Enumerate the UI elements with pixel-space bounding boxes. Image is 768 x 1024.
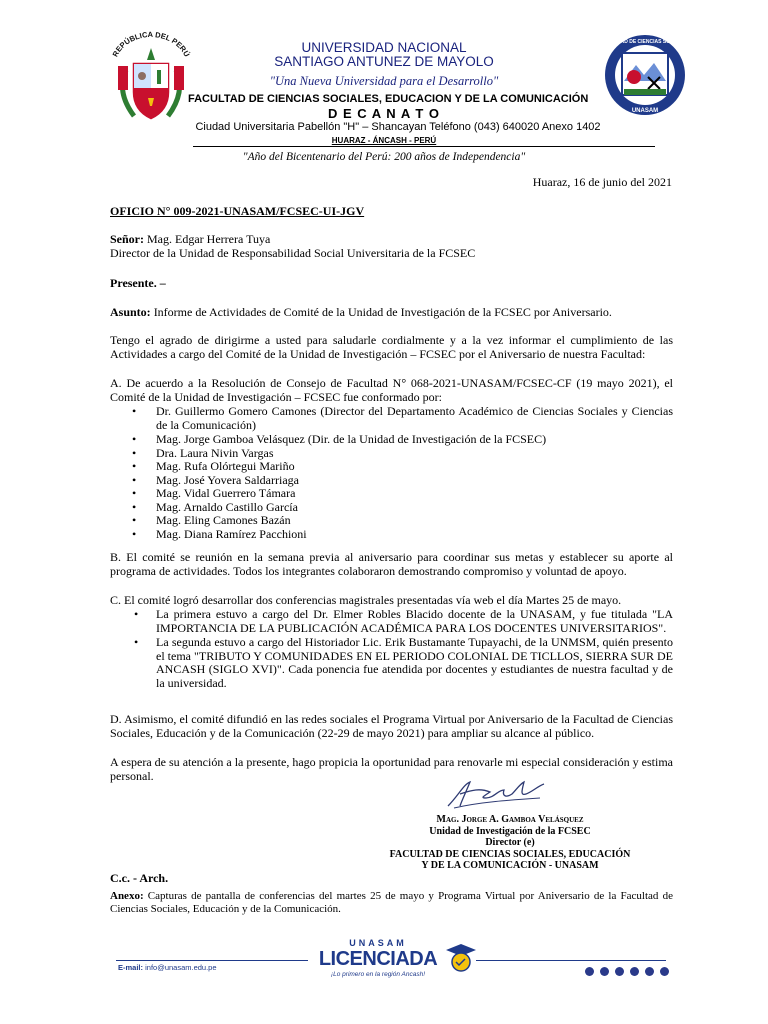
member-name: Mag. Diana Ramírez Pacchioni bbox=[156, 526, 307, 541]
shield-caption: REPÚBLICA DEL PERÚ bbox=[110, 30, 192, 59]
list-item bbox=[110, 608, 673, 635]
bullet: • bbox=[132, 513, 137, 527]
presente: Presente. – bbox=[110, 276, 166, 290]
member-name: Dr. Guillermo Gomero Camones (Director del Departamento Académico de Ciencias Sociales y Ciencias de la Comunicación) bbox=[156, 404, 673, 432]
footer-rule-right bbox=[476, 960, 666, 961]
brand-top: UNASAM bbox=[349, 938, 407, 948]
facebook-icon[interactable] bbox=[600, 967, 609, 976]
member-name: Mag. Arnaldo Castillo García bbox=[156, 499, 298, 514]
asunto-text: Informe de Actividades de Comité de la Unidad de Investigación de la FCSEC por Aniversario. bbox=[150, 305, 612, 319]
brand-main: LICENCIADA bbox=[318, 948, 438, 970]
bullet: • bbox=[132, 404, 137, 418]
footer-email bbox=[118, 963, 217, 972]
logo-caption-bottom: UNASAM bbox=[631, 108, 659, 114]
section-a: A. De acuerdo a la Resolución de Consejo de Facultad N° 068-2021-UNASAM/FCSEC-CF (19 mayo 2021), el Comité de la Unidad de Investigación – FCSEC fue conformado por: bbox=[110, 376, 673, 404]
bullet: • bbox=[134, 607, 139, 621]
bullet: • bbox=[132, 445, 137, 460]
bullet: • bbox=[132, 499, 137, 514]
signer-name: Mag. Jorge A. Gamboa Velásquez bbox=[436, 814, 584, 825]
recipient-line bbox=[110, 233, 670, 247]
twitter-icon[interactable] bbox=[615, 967, 624, 976]
signer-role: Director (e) bbox=[485, 837, 535, 848]
list-item bbox=[110, 460, 673, 474]
anexo-label: Anexo: bbox=[110, 890, 144, 902]
member-name: Mag. Rufa Olórtegui Mariño bbox=[156, 459, 295, 473]
footer-rule-left bbox=[116, 960, 308, 961]
instagram-icon[interactable] bbox=[645, 967, 654, 976]
google-icon[interactable] bbox=[660, 967, 669, 976]
brand-tagline: ¡Lo primero en la región Ancash! bbox=[330, 971, 426, 978]
university-name-line1: UNIVERSIDAD NACIONAL bbox=[301, 40, 467, 55]
unasam-licenciada-badge bbox=[312, 938, 482, 984]
signature-scribble bbox=[440, 776, 550, 812]
anexo-paragraph bbox=[110, 890, 673, 916]
oficio-number: OFICIO N° 009-2021-UNASAM/FCSEC-UI-JGV bbox=[110, 204, 365, 218]
peru-coat-of-arms bbox=[108, 30, 194, 128]
year-motto: "Año del Bicentenario del Perú: 200 años de Independencia" bbox=[242, 151, 526, 163]
committee-members-list bbox=[110, 405, 673, 541]
section-c: C. El comité logró desarrollar dos conferencias magistrales presentadas vía web el día Martes 25 de mayo. bbox=[110, 593, 622, 607]
letter-date: Huaraz, 16 de junio del 2021 bbox=[532, 175, 672, 189]
signer-faculty-2: Y DE LA COMUNICACIÓN - UNASAM bbox=[421, 860, 599, 871]
university-motto: "Una Nueva Universidad para el Desarrollo" bbox=[269, 74, 499, 88]
cc-line: C.c. - Arch. bbox=[110, 871, 169, 885]
header-rule bbox=[193, 146, 655, 147]
recipient-title: Director de la Unidad de Responsabilidad Social Universitaria de la FCSEC bbox=[110, 245, 476, 260]
conference-text: La segunda estuvo a cargo del Historiador Lic. Erik Bustamante Tupayachi, de la UNMSM, quién presento el tema "TRIBUTO Y COMUNIDADES EN EL PERIODO COLONIAL DE TICLLOS, SIERRA SUR DE ANCASH (SIGLO XVI)". Cada ponencia fue atendida por docentes y estudiantes de nuestra facultad y de la universidad. bbox=[156, 635, 673, 690]
logo-caption-top: FACULTAD DE CIENCIAS SOCIALES bbox=[604, 39, 686, 45]
anexo-text: Capturas de pantalla de conferencias del martes 25 de mayo y Programa Virtual por Aniversario de la Facultad de Ciencias Sociales, Educación y de la Comunicación. bbox=[110, 890, 673, 915]
graduation-cap-icon bbox=[444, 940, 478, 974]
list-item bbox=[110, 514, 673, 528]
member-name: Mag. Eling Camones Bazán bbox=[156, 513, 291, 527]
email-address[interactable]: info@unasam.edu.pe bbox=[145, 963, 217, 972]
list-item bbox=[110, 636, 673, 690]
list-item bbox=[110, 405, 673, 432]
bullet: • bbox=[132, 459, 137, 473]
member-name: Mag. Vidal Guerrero Támara bbox=[156, 486, 296, 500]
signature-block bbox=[380, 814, 640, 872]
web-icon[interactable] bbox=[585, 967, 594, 976]
list-item bbox=[110, 501, 673, 515]
social-icons bbox=[583, 962, 669, 972]
recipient-name: Mag. Edgar Herrera Tuya bbox=[144, 232, 271, 246]
closing-paragraph: A espera de su atención a la presente, hago propicia la oportunidad para renovarle mi especial consideración y estima personal. bbox=[110, 755, 673, 783]
faculty-logo bbox=[604, 33, 686, 117]
decanato-title: D E C A N A T O bbox=[327, 106, 441, 121]
bullet: • bbox=[132, 432, 137, 446]
signer-unit: Unidad de Investigación de la FCSEC bbox=[429, 825, 591, 837]
email-label: E-mail: bbox=[118, 963, 144, 972]
faculty-city: HUARAZ - ÁNCASH - PERÚ bbox=[331, 136, 437, 145]
asunto-label: Asunto: bbox=[110, 305, 151, 319]
member-name: Mag. José Yovera Saldarriaga bbox=[156, 472, 299, 487]
bullet: • bbox=[132, 526, 137, 541]
bullet: • bbox=[132, 472, 137, 487]
member-name: Dra. Laura Nivin Vargas bbox=[156, 445, 274, 460]
list-item bbox=[110, 433, 673, 447]
signer-faculty: FACULTAD DE CIENCIAS SOCIALES, EDUCACIÓN bbox=[389, 848, 631, 860]
intro-paragraph: Tengo el agrado de dirigirme a usted para saludarle cordialmente y a la vez informar el cumplimiento de las Actividades a cargo del Comité de la Unidad de Investigación – FCSEC por el Aniversario de nuestra Facultad: bbox=[110, 333, 673, 361]
section-d: D. Asimismo, el comité difundió en las redes sociales el Programa Virtual por Aniversario de la Facultad de Ciencias Sociales, Educación y de la Comunicación (22-29 de mayo 2021) para ampliar su alcance al público. bbox=[110, 712, 673, 740]
youtube-icon[interactable] bbox=[630, 967, 639, 976]
section-b: B. El comité se reunión en la semana previa al aniversario para coordinar sus metas y establecer su aporte al programa de actividades. Todos los integrantes colaboraron demostrando compromiso y voluntad de apoyo. bbox=[110, 550, 673, 578]
bullet: • bbox=[132, 486, 137, 500]
asunto-line bbox=[110, 306, 670, 320]
faculty-address: Ciudad Universitaria Pabellón "H" – Shancayan Teléfono (043) 640020 Anexo 1402 bbox=[195, 121, 601, 133]
university-name-line2: SANTIAGO ANTUNEZ DE MAYOLO bbox=[274, 54, 494, 69]
list-item bbox=[110, 447, 673, 461]
list-item bbox=[110, 487, 673, 501]
member-name: Mag. Jorge Gamboa Velásquez (Dir. de la Unidad de Investigación de la FCSEC) bbox=[156, 432, 547, 446]
faculty-name: FACULTAD DE CIENCIAS SOCIALES, EDUCACION Y DE LA COMUNICACIÓN bbox=[188, 93, 589, 105]
conference-text: La primera estuvo a cargo del Dr. Elmer Robles Blacido docente de la UNASAM, y fue titulada "LA IMPORTANCIA DE LA PUBLICACIÓN ACADÉMICA PARA LOS DOCENTES UNIVERSITARIOS". bbox=[156, 607, 673, 635]
recipient-label: Señor: bbox=[110, 232, 144, 246]
list-item bbox=[110, 528, 673, 542]
list-item bbox=[110, 474, 673, 488]
conferences-list bbox=[110, 608, 673, 690]
bullet: • bbox=[134, 635, 139, 649]
